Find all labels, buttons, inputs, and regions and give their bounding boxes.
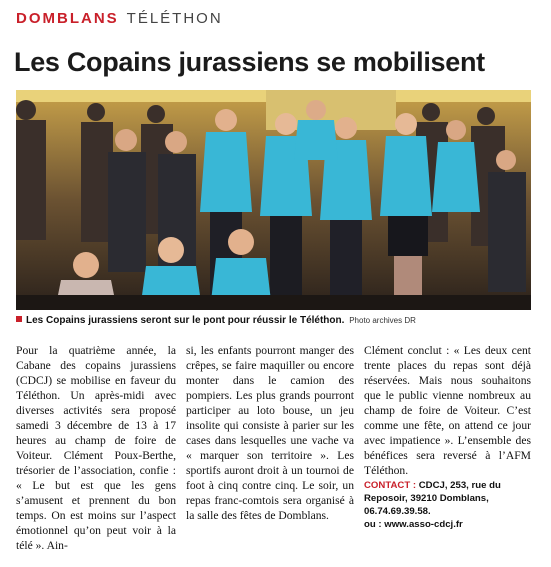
column-1-text: Pour la quatrième année, la Cabane des copains jurassiens (CDCJ) se mobilise en faveur du Téléthon. Un après-midi avec diverses activités sera proposé samedi 3 décembre de 13 à 17 heures au champ de foire de Voiteur. Clément Poux-Berthe, trésorier de l’association, confie : « Le but est que les gens s’amusent et prennent du bon temps. On est moins sur l’aspect émotionnel qu’on peut voir à la télé ». Ain- [16, 344, 176, 552]
group-photo [16, 90, 531, 310]
article-column-1 [16, 343, 176, 553]
article-column-3 [364, 343, 531, 531]
location-label: DOMBLANS [16, 10, 119, 27]
category-label: TÉLÉTHON [126, 10, 223, 27]
contact-web: ou : www.asso-cdcj.fr [364, 519, 463, 530]
contact-block [364, 479, 531, 531]
caption-bullet-icon [16, 316, 22, 322]
column-2-text: si, les enfants pourront manger des crêpes, se faire maquiller ou encore monter dans le camion des pompiers. Les plus grands pourront participer au loto bouse, un jeu insolite qui consiste à parier sur les cases dans lesquelles une vache va « marquer son territoire ». Les sportifs auront droit à un tournoi de foot à cinq contre cinq. Le soir, un repas franc-comtois sera organisé à la salle des fêtes de Domblans. [186, 344, 354, 522]
headline: Les Copains jurassiens se mobilisent [14, 47, 485, 77]
photo-caption [16, 315, 416, 326]
group-photo-icon [16, 90, 531, 310]
contact-label: CONTACT : [364, 480, 417, 491]
caption-text: Les Copains jurassiens seront sur le pont pour réussir le Téléthon. [26, 315, 345, 326]
column-3-text: Clément conclut : « Les deux cent trente places du repas sont déjà réservées. Mais nous souhaitons que le public vienne nombreux au champ de foire de Voiteur. C’est comme une fête, on attend ce jour avec impatience ». L’ensemble des bénéfices sera reversé à l’AFM Téléthon. [364, 344, 531, 477]
section-header [16, 10, 223, 27]
photo-credit: Photo archives DR [349, 316, 416, 325]
contact-text: CDCJ, 253, rue du Reposoir, 39210 Domblans, 06.74.69.39.58. [364, 480, 501, 517]
article-column-2 [186, 343, 354, 523]
